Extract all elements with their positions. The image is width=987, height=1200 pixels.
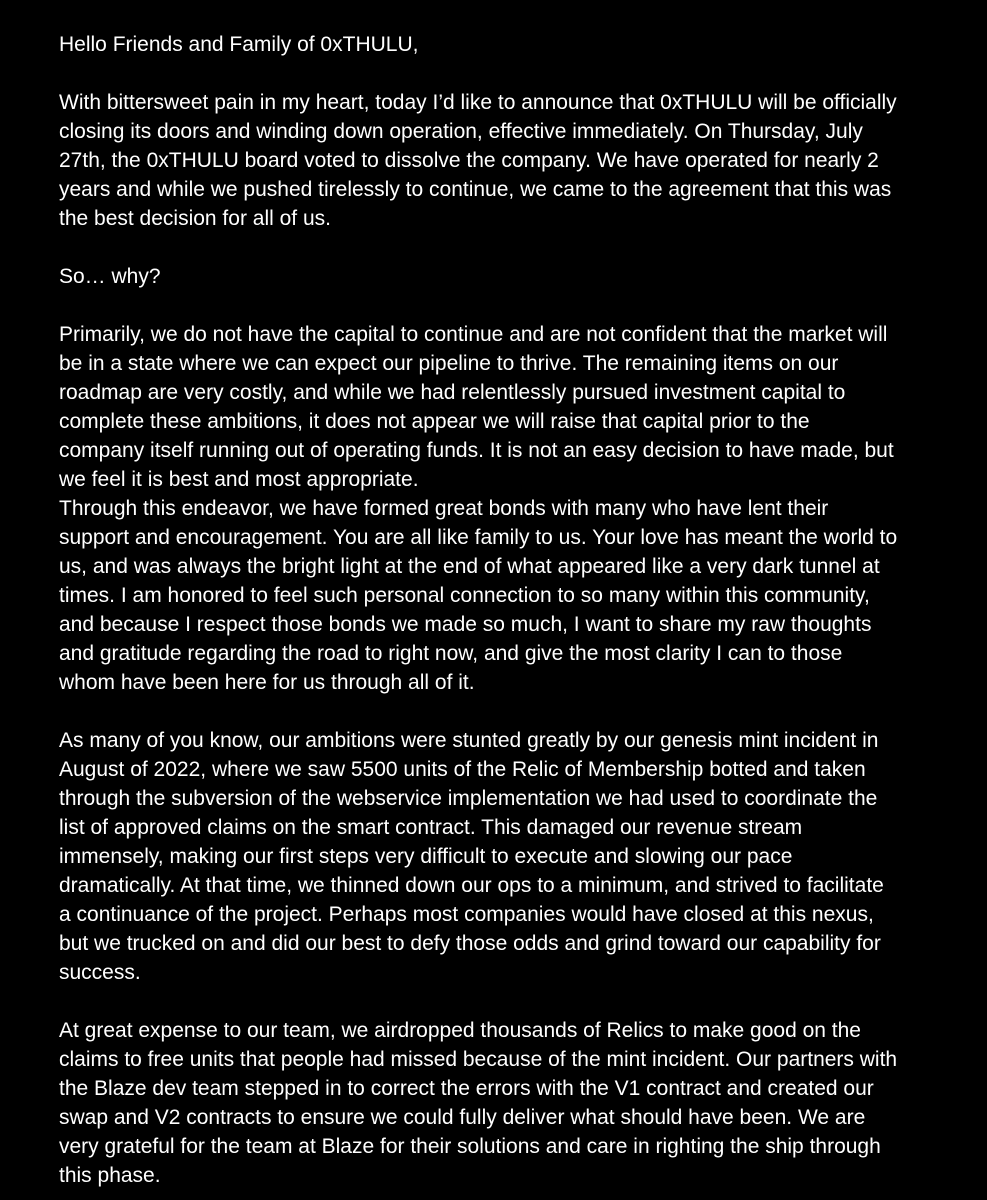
question-heading bbox=[59, 262, 947, 291]
text-line: roadmap are very costly, and while we had relentlessly pursued investment capital to bbox=[59, 381, 846, 404]
paragraph-reason bbox=[59, 320, 947, 494]
text-line: through the subversion of the webservice implementation we had used to coordinate the bbox=[59, 787, 878, 810]
text-line: 27th, the 0xTHULU board voted to dissolve the company. We have operated for nearly 2 bbox=[59, 149, 879, 172]
text-line: and because I respect those bonds we made so much, I want to share my raw thoughts bbox=[59, 613, 872, 636]
text-line: So… why? bbox=[59, 265, 161, 288]
text-line: list of approved claims on the smart contract. This damaged our revenue stream bbox=[59, 816, 803, 839]
text-line: us, and was always the bright light at the end of what appeared like a very dark tunnel at bbox=[59, 555, 880, 578]
greeting bbox=[59, 30, 947, 59]
text-line: Through this endeavor, we have formed great bonds with many who have lent their bbox=[59, 497, 829, 520]
text-line: and gratitude regarding the road to right now, and give the most clarity I can to those bbox=[59, 642, 843, 665]
text-line: very grateful for the team at Blaze for their solutions and care in righting the ship through bbox=[59, 1135, 881, 1158]
text-line: support and encouragement. You are all like family to us. Your love has meant the world to bbox=[59, 526, 898, 549]
text-line: As many of you know, our ambitions were stunted greatly by our genesis mint incident in bbox=[59, 729, 879, 752]
text-line: complete these ambitions, it does not appear we will raise that capital prior to the bbox=[59, 410, 810, 433]
text-line: years and while we pushed tirelessly to continue, we came to the agreement that this was bbox=[59, 178, 892, 201]
text-line: swap and V2 contracts to ensure we could fully deliver what should have been. We are bbox=[59, 1106, 866, 1129]
text-line: Primarily, we do not have the capital to continue and are not confident that the market will bbox=[59, 323, 888, 346]
paragraph-gratitude bbox=[59, 494, 947, 697]
greeting-line: Hello Friends and Family of 0xTHULU, bbox=[59, 33, 419, 56]
text-line: we feel it is best and most appropriate. bbox=[59, 468, 419, 491]
text-line: claims to free units that people had missed because of the mint incident. Our partners with bbox=[59, 1048, 898, 1071]
paragraph-gap bbox=[59, 291, 947, 320]
text-line: the Blaze dev team stepped in to correct the errors with the V1 contract and created our bbox=[59, 1077, 874, 1100]
text-line: whom have been here for us through all of it. bbox=[59, 671, 475, 694]
paragraph-airdrop bbox=[59, 1016, 947, 1190]
text-line: closing its doors and winding down operation, effective immediately. On Thursday, July bbox=[59, 120, 863, 143]
text-line: the best decision for all of us. bbox=[59, 207, 331, 230]
text-line: but we trucked on and did our best to defy those odds and grind toward our capability for bbox=[59, 932, 881, 955]
text-line: be in a state where we can expect our pipeline to thrive. The remaining items on our bbox=[59, 352, 839, 375]
text-line: August of 2022, where we saw 5500 units of the Relic of Membership botted and taken bbox=[59, 758, 866, 781]
text-line: company itself running out of operating funds. It is not an easy decision to have made, but bbox=[59, 439, 894, 462]
paragraph-gap bbox=[59, 697, 947, 726]
text-line: this phase. bbox=[59, 1164, 161, 1187]
paragraph-announcement bbox=[59, 88, 947, 233]
paragraph-mint-incident bbox=[59, 726, 947, 987]
paragraph-gap bbox=[59, 233, 947, 262]
text-line: dramatically. At that time, we thinned down our ops to a minimum, and strived to facilitate bbox=[59, 874, 884, 897]
text-line: With bittersweet pain in my heart, today I’d like to announce that 0xTHULU will be officially bbox=[59, 91, 897, 114]
text-line: times. I am honored to feel such personal connection to so many within this community, bbox=[59, 584, 870, 607]
text-line: immensely, making our first steps very difficult to execute and slowing our pace bbox=[59, 845, 793, 868]
paragraph-gap bbox=[59, 987, 947, 1016]
text-line: At great expense to our team, we airdropped thousands of Relics to make good on the bbox=[59, 1019, 861, 1042]
paragraph-gap bbox=[59, 59, 947, 88]
text-line: success. bbox=[59, 961, 141, 984]
text-line: a continuance of the project. Perhaps most companies would have closed at this nexus, bbox=[59, 903, 874, 926]
